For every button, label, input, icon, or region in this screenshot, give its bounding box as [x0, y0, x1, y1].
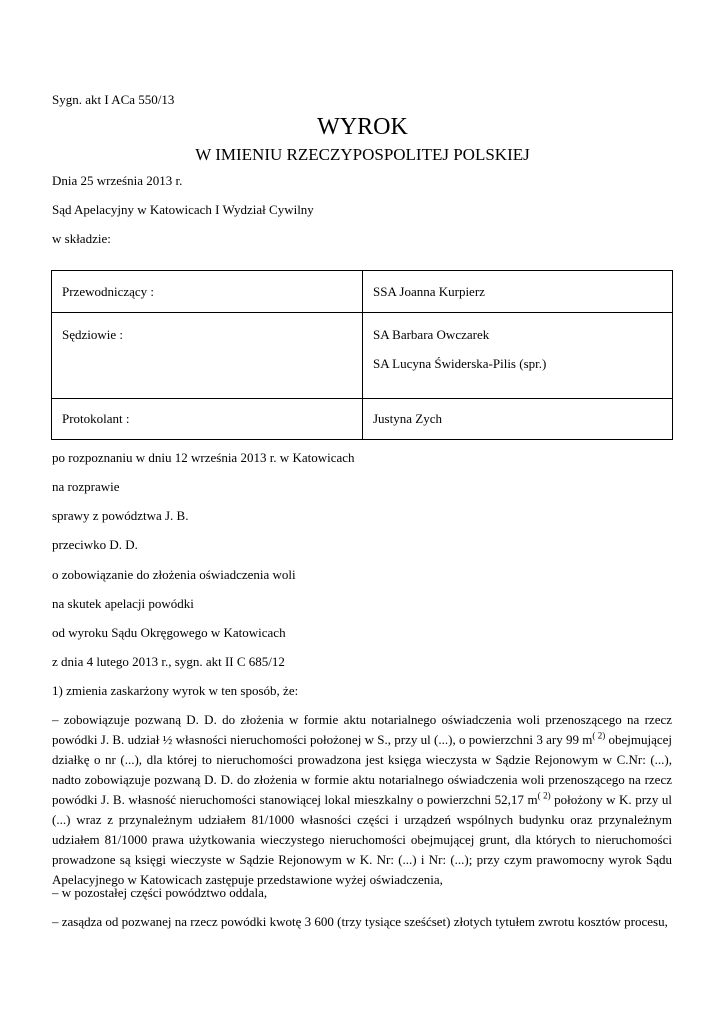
- body-line: po rozpoznaniu w dniu 12 września 2013 r. w Katowicach: [52, 450, 355, 465]
- composition-label: w składzie:: [52, 231, 111, 246]
- body-line: na rozprawie: [52, 479, 120, 494]
- body-line: sprawy z powództwa J. B.: [52, 508, 189, 523]
- ruling-text: obejmującej działkę o nr (...), dla której to nieruchomości prowadzona jest księga wieczysta w Sądzie Rejonowym w C.Nr: (...), nadto zobowiązuje pozwaną D. D. do złożenia w formie aktu notarialnego oświadczenia woli przenoszącego na rzecz powódki J. B. własność nieruchomości stanowiącej lokal mieszkalny o powierzchni 52,17 m: [52, 732, 672, 807]
- ruling-text: położony w K. przy ul (...) wraz z przynależnym udziałem 81/1000 własności części i urządzeń wspólnych budynku oraz przynależnym udziałem 81/1000 prawa użytkowania wieczystego nieruchomości obejmującej grunt, dla których to nieruchomości prowadzone są księgi wieczyste w Sądzie Rejonowym w K. Nr: (...) i Nr: (...); przy czym prawomocny wyrok Sądu Apelacyjnego w Katowicach zastępuje przedstawione wyżej oświadczenia,: [52, 792, 672, 887]
- judge-name: SA Lucyna Świderska-Pilis (spr.): [373, 356, 547, 371]
- clerk-label: Protokolant :: [52, 399, 363, 440]
- ruling-point: 1) zmienia zaskarżony wyrok w ten sposób, że:: [52, 683, 299, 698]
- ruling-paragraph: – w pozostałej części powództwo oddala,: [52, 885, 268, 900]
- ruling-text: – zobowiązuje pozwaną D. D. do złożenia w formie aktu notarialnego oświadczenia woli przenoszącego na rzecz powódki J. B. udział ½ własności nieruchomości położonej w S., przy ul (...), o powierzchni 3 ary 99 m: [52, 712, 672, 747]
- document-title: [0, 114, 725, 141]
- chair-name: SSA Joanna Kurpierz: [363, 271, 673, 313]
- judgment-date: Dnia 25 września 2013 r.: [52, 173, 183, 188]
- title-text: WYROK: [317, 114, 408, 140]
- superscript: ( 2): [592, 730, 606, 741]
- judge-name: SA Barbara Owczarek: [373, 327, 490, 342]
- document-subtitle: W IMIENIU RZECZYPOSPOLITEJ POLSKIEJ: [195, 145, 530, 164]
- body-line: na skutek apelacji powódki: [52, 596, 194, 611]
- composition-table: [51, 270, 673, 440]
- body-line: przeciwko D. D.: [52, 537, 138, 552]
- table-row: [52, 271, 673, 313]
- court-name: Sąd Apelacyjny w Katowicach I Wydział Cywilny: [52, 202, 314, 217]
- table-row: [52, 313, 673, 399]
- clerk-name: Justyna Zych: [363, 399, 673, 440]
- superscript: ( 2): [537, 790, 551, 801]
- table-row: [52, 399, 673, 440]
- chair-label: Przewodniczący :: [52, 271, 363, 313]
- judges-label: Sędziowie :: [52, 313, 363, 399]
- ruling-paragraph: [52, 710, 672, 890]
- body-line: o zobowiązanie do złożenia oświadczenia woli: [52, 567, 296, 582]
- body-line: od wyroku Sądu Okręgowego w Katowicach: [52, 625, 286, 640]
- ruling-paragraph: – zasądza od pozwanej na rzecz powódki kwotę 3 600 (trzy tysiące sześćset) złotych tytułem zwrotu kosztów procesu,: [52, 914, 668, 929]
- case-signature: Sygn. akt I ACa 550/13: [52, 92, 175, 107]
- judges-names: [363, 313, 673, 399]
- body-line: z dnia 4 lutego 2013 r., sygn. akt II C 685/12: [52, 654, 285, 669]
